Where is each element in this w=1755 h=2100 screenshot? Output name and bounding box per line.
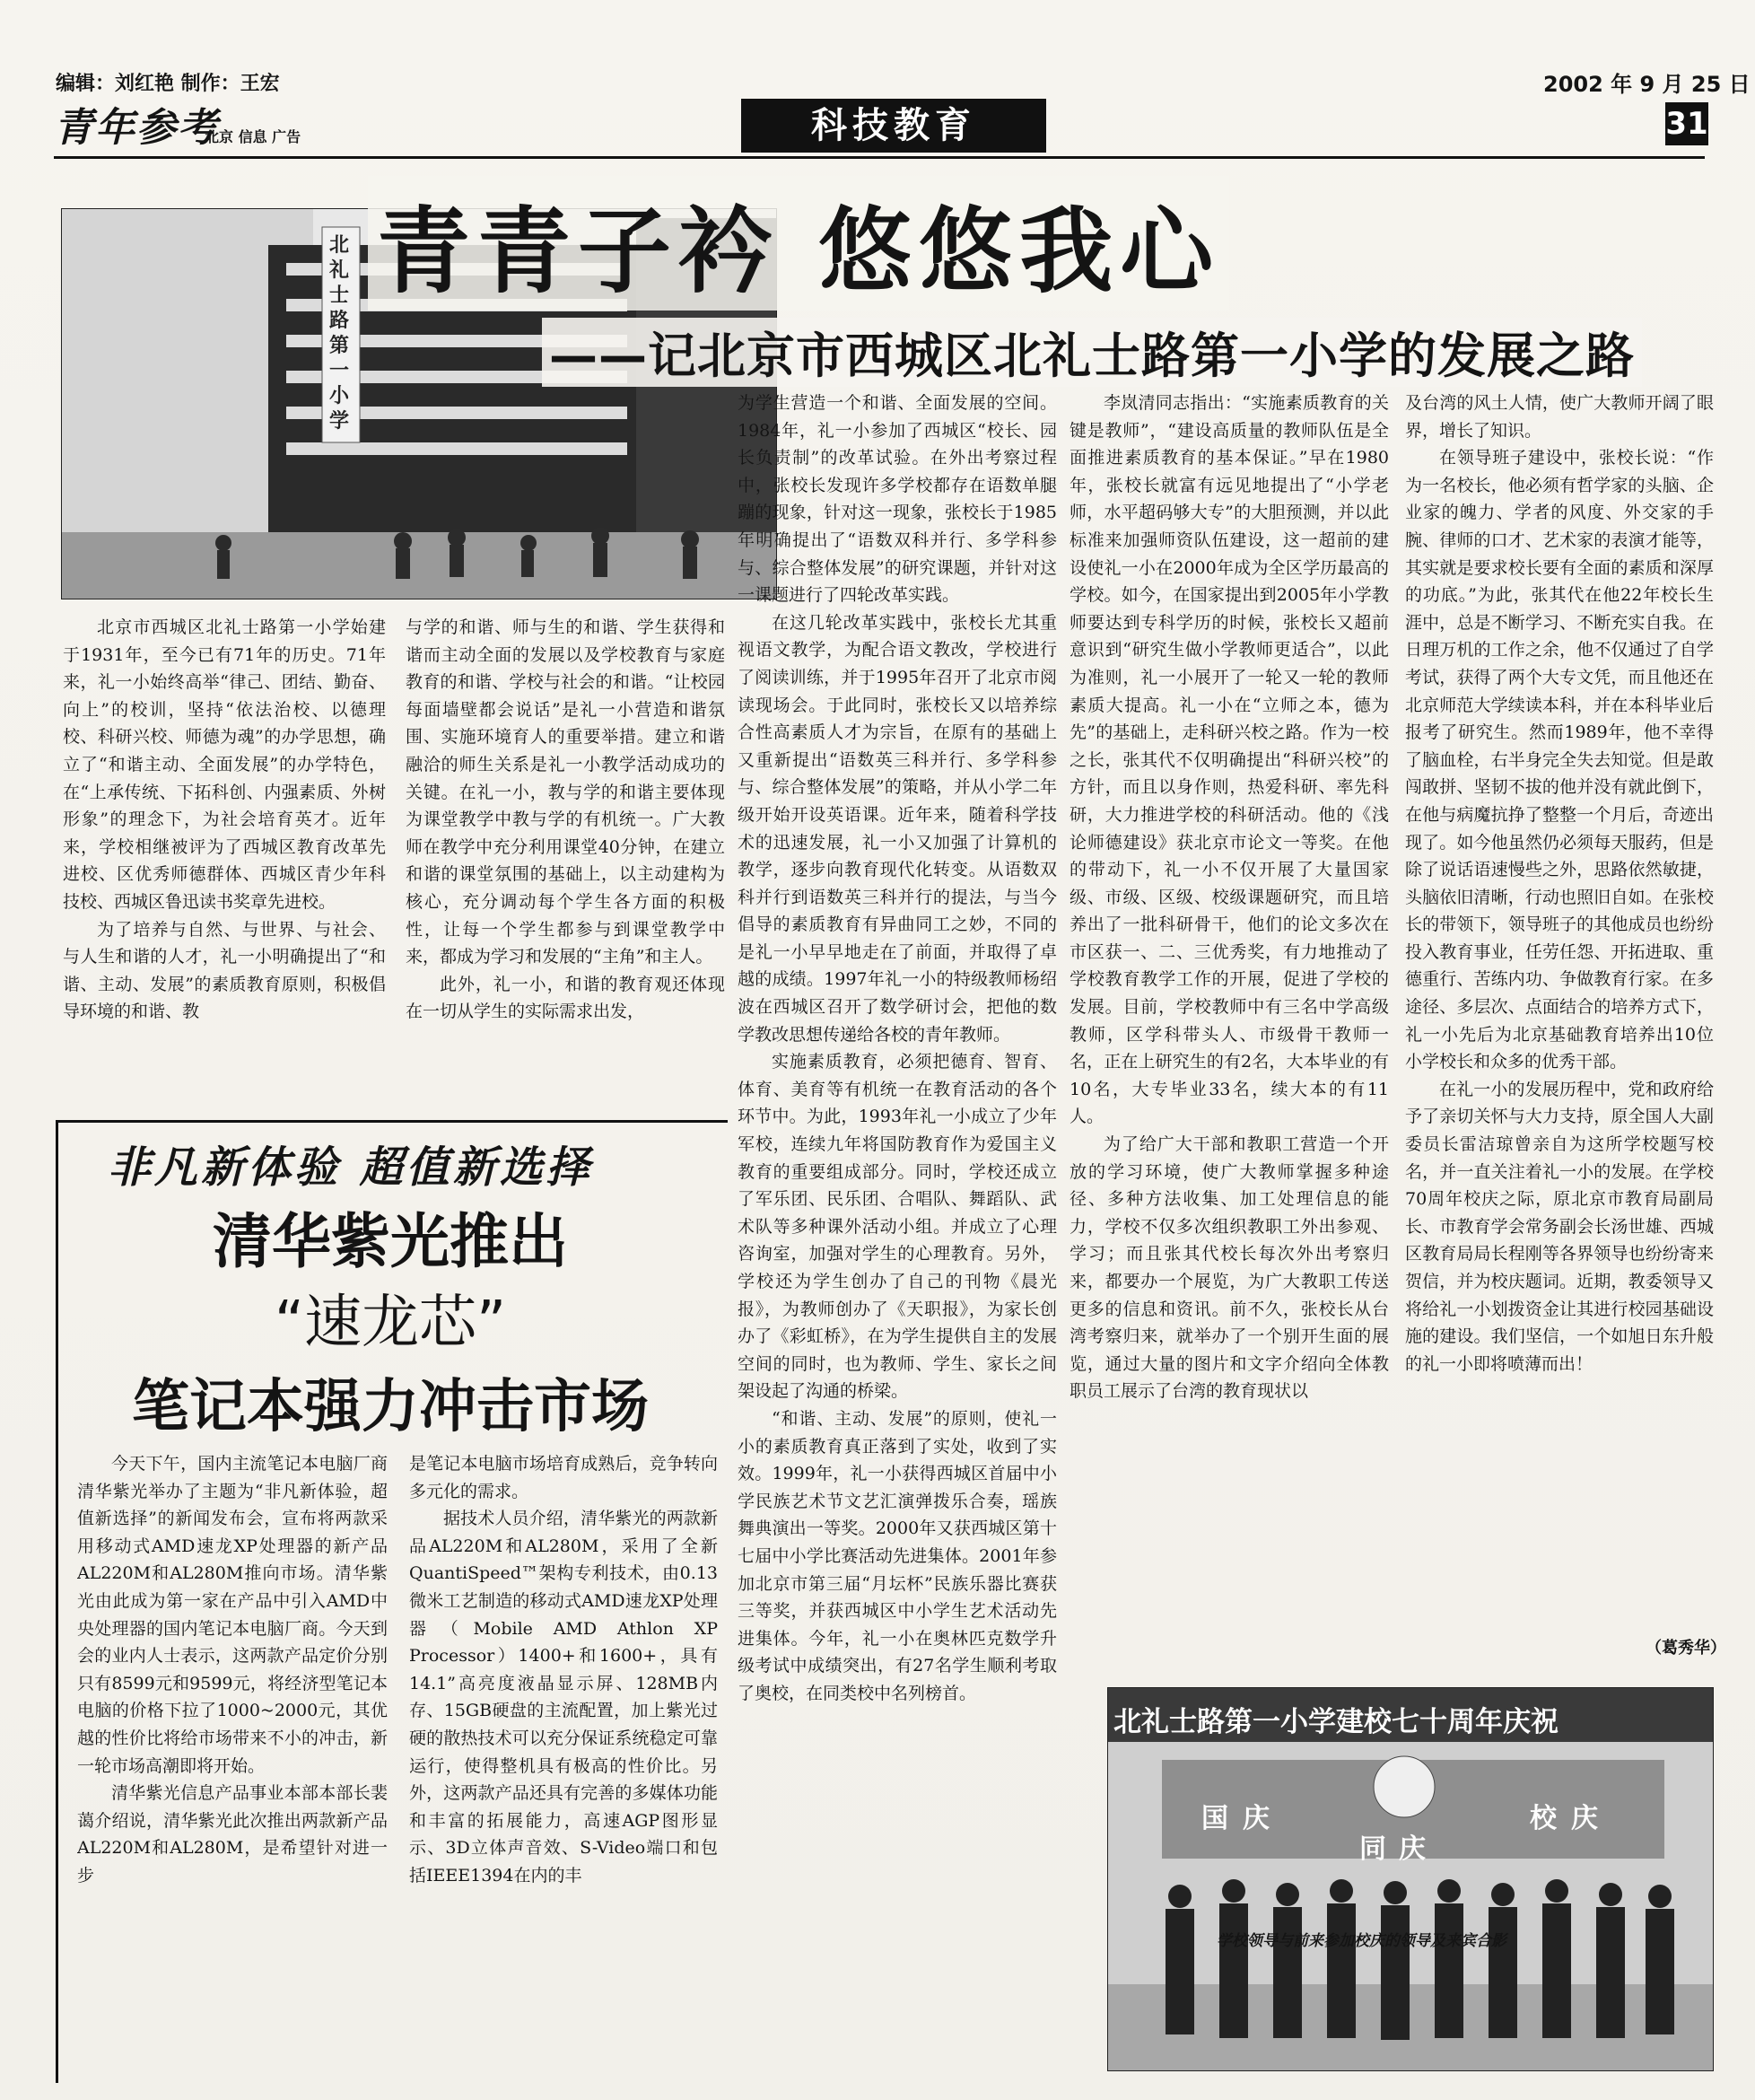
- paragraph: 为了培养与自然、与世界、与社会、与人生和谐的人才，礼一小明确提出了“和谐、主动、发展”的素质教育原则，积极倡导环境的和谐、教: [63, 919, 386, 1022]
- ad-column-2: [409, 1450, 718, 2078]
- sign-left: 国庆: [1201, 1803, 1284, 1834]
- masthead-tagline: 北京 信息 广告: [205, 128, 301, 145]
- paragraph: 及台湾的风土人情，使广大教师开阔了眼界，增长了知识。: [1405, 393, 1714, 441]
- masthead: 青年参考: [54, 105, 219, 151]
- ad-headline-1: 清华紫光推出: [213, 1207, 568, 1276]
- paragraph: “和谐、主动、发展”的原则，使礼一小的素质教育真正落到了实处，收到了实效。1999年，礼一小获得西城区首届中小学民族艺术节文艺汇演弹拨乐合奏，瑶族舞典演出一等奖。2000年又获西城区第十七届中小学比赛活动先进集体。2001年参加北京市第三届“月坛杯”民族乐器比赛获三等奖，并获西城区中小学生艺术活动先进集体。今年，礼一小在奥林匹克数学升级考试中成绩突出，有27名学生顺利考取了奥校，在同类校中名列榜首。: [738, 1408, 1057, 1703]
- paragraph: 北京市西城区北礼士路第一小学始建于1931年，至今已有71年的历史。71年来，礼一小始终高举“律己、团结、勤奋、向上”的校训，坚持“依法治校、以德理校、科研兴校、师德为魂”的办学思想，确立了“和谐主动、全面发展”的办学特色，在“上承传统、下拓科创、内强素质、外树形象”的理念下，为社会培育英才。近年来，学校相继被评为了西城区教育改革先进校、区优秀师德群体、西城区青少年科技校、西城区鲁迅读书奖章先进校。: [63, 617, 386, 912]
- article-title: 青青子衿 悠悠我心: [368, 176, 1229, 311]
- celebration-photo: [1107, 1687, 1714, 2071]
- sign-right: 校庆: [1530, 1803, 1612, 1834]
- article-subtitle: ——记北京市西城区北礼士路第一小学的发展之路: [542, 318, 1642, 387]
- paragraph: 清华紫光信息产品事业本部本部长裴蔼介绍说，清华紫光此次推出两款新产品AL220M和AL280M，是希望针对进一步: [77, 1783, 388, 1886]
- paragraph: 实施素质教育，必须把德育、智育、体育、美育等有机统一在教育活动的各个环节中。为此，1993年礼一小成立了少年军校，连续九年将国防教育作为爱国主义教育的重要组成部分。同时，学校还成立了军乐团、民乐团、合唱队、舞蹈队、武术队等多种课外活动小组。并成立了心理咨询室，加强对学生的心理教育。另外，学校还为学生创办了自己的刊物《晨光报》，为教师创办了《天职报》，为家长创办了《彩虹桥》，在为学生提供自主的发展空间的同时，也为教师、学生、家长之间架设起了沟通的桥梁。: [738, 1052, 1057, 1402]
- article-column-5: [1405, 389, 1714, 1628]
- article-column-1: [63, 614, 386, 1106]
- editor-credit: 编辑：刘红艳 制作：王宏: [56, 73, 280, 95]
- paragraph: 今天下午，国内主流笔记本电脑厂商清华紫光举办了主题为“非凡新体验，超值新选择”的新闻发布会，宣布将两款采用移动式AMD速龙XP处理器的新产品AL220M和AL280M推向市场。清华紫光由此成为第一家在产品中引入AMD中央处理器的国内笔记本电脑厂商。今天到会的业内人士表示，这两款产品定价分别只有8599元和9599元，将经济型笔记本电脑的价格下拉了1000~2000元，其优越的性价比将给市场带来不小的冲击，新一轮市场高潮即将开始。: [77, 1454, 388, 1776]
- header-rule: [54, 156, 1705, 159]
- article-column-4: [1070, 389, 1389, 1626]
- issue-date: 2002 年 9 月 25 日: [1543, 72, 1751, 97]
- page-number: 31: [1665, 102, 1708, 145]
- article-byline: （葛秀华）: [1646, 1639, 1726, 1658]
- celebration-banner: 北礼士路第一小学建校七十周年庆祝: [1113, 1706, 1559, 1738]
- group-photo-illustration: [1108, 1688, 1713, 2070]
- paragraph: 为了给广大干部和教职工营造一个开放的学习环境，使广大教师掌握多种途径、多种方法收集、加工处理信息的能力，学校不仅多次组织教职工外出参观、学习；而且张其代校长每次外出考察归来，都要办一个展览，为广大教职工传送更多的信息和资讯。前不久，张校长从台湾考察归来，就举办了一个别开生面的展览，通过大量的图片和文字介绍向全体教职员工展示了台湾的教育现状以: [1070, 1134, 1389, 1402]
- paragraph: 在这几轮改革实践中，张校长尤其重视语文教学，为配合语文教改，学校进行了阅读训练，并于1995年召开了北京市阅读现场会。于此同时，张校长又以培养综合性高素质人才为宗旨，在原有的基础上又重新提出“语数英三科并行、多学科参与、综合整体发展”的策略，并从小学二年级开始开设英语课。近年来，随着科学技术的迅速发展，礼一小又加强了计算机的教学，逐步向教育现代化转变。从语数双科并行到语数英三科并行的提法，与当今倡导的素质教育有异曲同工之妙，不同的是礼一小早早地走在了前面，并取得了卓越的成绩。1997年礼一小的特级教师杨绍波在西城区召开了数学研讨会，把他的数学教改思想传递给各校的青年教师。: [738, 612, 1057, 1045]
- paragraph: 在领导班子建设中，张校长说：“作为一名校长，他必须有哲学家的头脑、企业家的魄力、学者的风度、外交家的手腕、律师的口才、艺术家的表演才能等，其实就是要求校长要有全面的素质和深厚的功底。”为此，张其代在他22年校长生涯中，总是不断学习、不断充实自我。在日理万机的工作之余，他不仅通过了自学考试，获得了两个大专文凭，而且他还在北京师范大学续读本科，并在本科毕业后报考了研究生。然而1989年，他不幸得了脑血栓，右半身完全失去知觉。但是敢闯敢拼、坚韧不拔的他并没有就此倒下，在他与病魔抗挣了整整一个月后，奇迹出现了。如今他虽然仍必须每天服药，但是除了说话语速慢些之外，思路依然敏捷，头脑依旧清晰，行动也照旧自如。在张校长的带领下，领导班子的其他成员也纷纷投入教育事业，任劳任怨、开拓进取、重德重行、苦练内功、争做教育行家。在多途径、多层次、点面结合的培养方式下，礼一小先后为北京基础教育培养出10位小学校长和众多的优秀干部。: [1405, 448, 1714, 1072]
- article-column-3: [738, 389, 1057, 2023]
- paragraph: 李岚清同志指出：“实施素质教育的关键是教师”，“建设高质量的教师队伍是全面推进素质教育的基本保证。”早在1980年，张校长就富有远见地提出了“小学老师，水平超码够大专”的大胆预测，并以此标准来加强师资队伍建设，这一超前的建设使礼一小在2000年成为全区学历最高的学校。如今，在国家提出到2005年小学教师要达到专科学历的时候，张校长又超前意识到“研究生做小学教师更适合”，以此为准则，礼一小展开了一轮又一轮的教师素质大提高。礼一小在“立师之本，德为先”的基础上，走科研兴校之路。作为一校之长，张其代不仅明确提出“科研兴校”的方针，而且以身作则，热爱科研、率先科研，大力推进学校的科研活动。他的《浅论师德建设》获北京市论文一等奖。在他的带动下，礼一小不仅开展了大量国家级、市级、区级、校级课题研究，而且培养出了一批科研骨干，他们的论文多次在市区获一、二、三优秀奖，有力地推动了学校教育教学工作的开展，促进了学校的发展。目前，学校教师中有三名中学高级教师，区学科带头人、市级骨干教师一名，正在上研究生的有2名，大本毕业的有10名，大专毕业33名，续大本的有11人。: [1070, 393, 1389, 1127]
- paragraph: 据技术人员介绍，清华紫光的两款新品AL220M和AL280M，采用了全新QuantiSpeed™架构专利技术，由0.13微米工艺制造的移动式AMD速龙XP处理器（Mobile AMD Athlon XP Processor）1400+和1600+，具有14.1”高亮度液晶显示屏、128MB内存、15GB硬盘的主流配置，加上紫光过硬的散热技术可以充分保证系统稳定可靠运行，使得整机具有极高的性价比。另外，这两款产品还具有完善的多媒体功能和丰富的拓展能力，高速AGP图形显示、3D立体声音效、S-Video端口和包括IEEE1394在内的丰: [409, 1509, 718, 1886]
- sign-middle: 同庆: [1359, 1833, 1438, 1865]
- paragraph: 为学生营造一个和谐、全面发展的空间。1984年，礼一小参加了西城区“校长、园长负责制”的改革试验。在外出考察过程中，张校长发现许多学校都存在语数单腿蹦的现象，针对这一现象，张校长于1985年明确提出了“语数双科并行、多学科参与、综合整体发展”的研究课题，并针对这一课题进行了四轮改革实践。: [738, 393, 1057, 606]
- paragraph: 与学的和谐、师与生的和谐、学生获得和谐而主动全面的发展以及学校教育与家庭教育的和谐、学校与社会的和谐。“让校园每面墙壁都会说话”是礼一小营造和谐氛围、实施环境育人的重要举措。建立和谐融洽的师生关系是礼一小教学活动成功的关键。在礼一小，教与学的和谐主要体现为课堂教学中教与学的有机统一。广大教师在教学中充分利用课堂40分钟，在建立和谐的课堂氛围的基础上，以主动建构为核心，充分调动每个学生各方面的积极性，让每一个学生都参与到课堂教学中来，都成为学习和发展的“主角”和主人。: [406, 617, 725, 967]
- ad-tagline: 非凡新体验 超值新选择: [108, 1142, 593, 1193]
- ad-column-1: [77, 1450, 388, 2078]
- school-sign-text: 北礼士路第一小学: [329, 233, 350, 433]
- article-column-2: [406, 614, 725, 1106]
- section-title: 科技教育: [741, 99, 1046, 153]
- ad-headline-2: “速龙芯”: [274, 1290, 507, 1356]
- paragraph: 在礼一小的发展历程中，党和政府给予了亲切关怀与大力支持，原全国人大副委员长雷洁琼曾亲自为这所学校题写校名，并一直关注着礼一小的发展。在学校70周年校庆之际，原北京市教育局副局长、市教育学会常务副会长汤世雄、西城区教育局局长程刚等各界领导也纷纷寄来贺信，并为校庆题词。近期，教委领导又将给礼一小划拨资金让其进行校园基础设施的建设。我们坚信，一个如旭日东升般的礼一小即将喷薄而出！: [1405, 1079, 1714, 1374]
- paragraph: 此外，礼一小，和谐的教育观还体现在一切从学生的实际需求出发，: [406, 974, 725, 1022]
- ad-headline-3: 笔记本强力冲击市场: [132, 1374, 649, 1440]
- paragraph: 是笔记本电脑市场培育成熟后，竞争转向多元化的需求。: [409, 1454, 718, 1501]
- photo-caption: 学校领导与前来参加校庆的领导及来宾合影: [1217, 1932, 1506, 1950]
